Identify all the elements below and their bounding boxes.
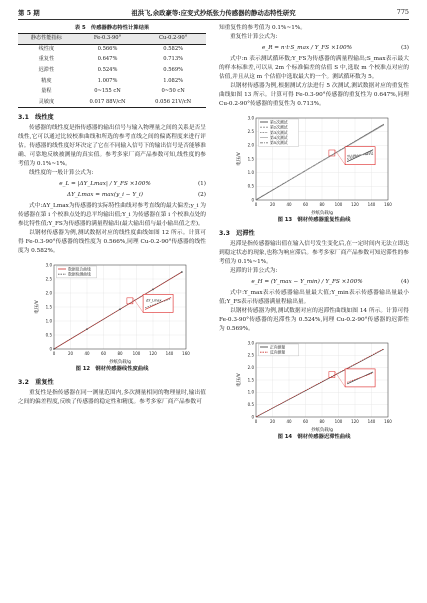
- x-tick-label: 100: [334, 202, 343, 207]
- y-tick-label: 1.0: [45, 318, 52, 324]
- legend-label: 第2次测试: [270, 124, 288, 130]
- figure-caption: 图 13 钢材传感器重复性曲线: [277, 217, 351, 223]
- zoom-connector: [335, 372, 345, 387]
- table-row: [18, 44, 206, 55]
- x-tick-label: 0: [52, 351, 56, 357]
- table-row: [18, 76, 206, 87]
- y-tick-label: 2.5: [45, 276, 52, 282]
- zoom-connector: [133, 298, 143, 313]
- x-tick-label: 60: [302, 419, 309, 424]
- hysteresis-chart: [234, 337, 394, 433]
- x-tick-label: 20: [67, 351, 74, 357]
- x-tick-label: 140: [367, 202, 376, 207]
- y-tick-label: 1.5: [45, 304, 52, 310]
- y-tick-label: 0.5: [247, 183, 254, 189]
- x-tick-label: 40: [286, 202, 292, 207]
- section-heading: 3.2 重复性: [18, 379, 54, 387]
- equation-number: (3): [400, 45, 409, 51]
- table-header: 静态性能指标: [30, 35, 62, 42]
- paragraph: 知重复性的参考值为 0.1%~1%。: [219, 25, 306, 31]
- x-tick-label: 60: [302, 202, 309, 207]
- table-header: Fe-0.3-90°: [93, 35, 122, 42]
- legend-label: 反向测量: [270, 349, 286, 355]
- y-tick-label: 0.5: [247, 402, 254, 408]
- table-cell: 1.082%: [163, 77, 184, 84]
- x-tick-label: 40: [84, 351, 90, 357]
- x-tick-label: 140: [367, 419, 376, 424]
- y-tick-label: 2.0: [247, 142, 254, 148]
- x-tick-label: 80: [117, 351, 123, 357]
- y-tick-label: 1.5: [247, 377, 254, 383]
- x-axis-label: 抄纸负载/g: [109, 360, 131, 366]
- y-tick-label: 2.0: [247, 365, 254, 371]
- legend-label: 第4次测试: [270, 135, 288, 140]
- table-cell: 0~155 cN: [94, 88, 121, 95]
- equation-number: (1): [197, 181, 206, 188]
- y-axis-label: 电压/V: [35, 300, 40, 314]
- table-cell: 灵敏度: [38, 98, 55, 105]
- left-column: [18, 24, 206, 407]
- x-tick-label: 0: [254, 419, 258, 424]
- y-tick-label: 3.0: [45, 262, 52, 268]
- paragraph: 以钢材传感器为例,根据测试方法进行 5 次测试,测试数据对应的重复性曲线如图 13 所示。计算可得 Fe-0.3-90°传感器的重复性为 0.647%,同理 Cu-0.2-90°传感器的重复性为 0.713%。: [219, 83, 409, 107]
- issue-number: 第 5 期: [18, 9, 40, 17]
- paragraph: 式中:n 表示测试循环数;Y_FS为传感器的满量程输出;S_max表示最大的样本标准差,可以从 2m 个标准偏差的估值 S 中,选取 m 个校准点对应的估值,并且从这 m 个估值中选取最大的一个。测试循环数为 5。: [219, 56, 409, 80]
- y-tick-label: 0: [251, 197, 254, 203]
- legend-label: 第5次测试: [270, 140, 288, 146]
- right-column: [219, 24, 409, 441]
- paragraph: 迟滞的计算公式为:: [230, 268, 278, 274]
- figure-caption: 图 14 钢材传感器迟滞性曲线: [277, 434, 351, 440]
- legend-label: 正向测量: [270, 344, 286, 350]
- table5-caption: 表 5 传感器静态特性计算结果: [74, 25, 150, 31]
- x-tick-label: 120: [351, 202, 359, 207]
- paragraph: 迟滞是指传感器输出值在输入信号发生变化后,在一定时间内无法立即达到稳定状态的现象,也称为响应滞后。参考多家厂商产品参数可知迟滞性的参考值为 0.1%~1%。: [219, 241, 409, 265]
- equation: [219, 278, 409, 287]
- delta-annotation: ΔY_Lmax: [146, 298, 162, 303]
- x-tick-label: 0: [254, 202, 258, 207]
- y-tick-label: 1.0: [247, 389, 254, 395]
- y-tick-label: 3.0: [247, 340, 254, 346]
- table-cell: 0.713%: [163, 56, 184, 63]
- table-header: Cu-0.2-90°: [159, 35, 188, 42]
- y-tick-label: 2.5: [247, 129, 254, 135]
- x-tick-label: 140: [165, 351, 174, 357]
- y-axis-label: 电压/V: [237, 152, 242, 166]
- paragraph: 传感器的线性度是指传感器的输出信号与输入物理量之间的关系是否呈线性,它可以通过比较校准曲线和所选的参考直线之间的偏离程度来进行评估。传感器的线性度好坏决定了它在不同输入信号下的输出信号是否能够准确、可靠地反映被测量的真实值。参考多家厂商产品参数可知,线性度的参考值为 0.1%~1%。: [18, 125, 206, 168]
- data-point: [86, 328, 88, 330]
- x-tick-label: 20: [269, 419, 276, 424]
- x-axis-label: 抄纸负载/g: [311, 428, 333, 433]
- x-tick-label: 160: [182, 351, 190, 357]
- table-cell: 0.582%: [163, 46, 184, 53]
- table-row: [18, 55, 206, 66]
- table-cell: 重复性: [38, 56, 55, 63]
- y-tick-label: 0: [251, 414, 254, 420]
- y-tick-label: 1.5: [247, 156, 254, 162]
- data-point: [181, 271, 183, 273]
- x-tick-label: 100: [132, 351, 141, 357]
- equation-body: ΔY_Lmax = max(y_i − Y_i): [67, 192, 143, 199]
- x-axis-label: 抄纸负载/g: [311, 211, 333, 216]
- table-row: [18, 86, 206, 97]
- y-tick-label: 0.5: [45, 332, 52, 338]
- x-tick-label: 100: [334, 419, 343, 424]
- equation: [219, 44, 409, 53]
- running-title: 祖洪飞,余政豪等:应变式抄纸张力传感器的静动态特性研究: [131, 9, 296, 17]
- table-cell: 线性度: [38, 46, 55, 53]
- equation: [18, 180, 206, 189]
- y-axis-label: 电压/V: [237, 373, 242, 387]
- paragraph: 以钢材传感器为例,测试数据对应的迟滞性曲线如图 14 所示。计算可得 Fe-0.3-90°传感器的迟滞性为 0.524%,同理 Cu-0.2-90°传感器的迟滞性为 0.569%。: [219, 308, 409, 332]
- x-tick-label: 160: [384, 419, 392, 424]
- y-tick-label: 3.0: [247, 115, 254, 121]
- x-tick-label: 120: [149, 351, 157, 357]
- legend-label: 第1次测试: [270, 119, 288, 125]
- paragraph: 重复性是指传感器在同一测量范围内,多次测量相同的物理量时,输出值之间的偏差程度,反映了传感器的稳定性和精度。参考多家厂商产品参数可: [18, 390, 206, 406]
- table-row: [18, 65, 206, 76]
- x-tick-label: 120: [351, 419, 359, 424]
- figure-caption: 图 12 钢材传感器线性度曲线: [75, 366, 149, 373]
- table-cell: 0.566%: [97, 46, 118, 53]
- table-cell: 0.569%: [163, 67, 184, 74]
- x-tick-label: 160: [384, 202, 392, 207]
- data-point: [53, 348, 55, 350]
- static-characteristics-table: [18, 33, 206, 108]
- table-row: [18, 97, 206, 108]
- header-rule: [18, 19, 409, 20]
- page-number: 775: [396, 8, 409, 16]
- x-tick-label: 60: [100, 351, 107, 357]
- section-heading: 3.3 迟滞性: [219, 230, 255, 237]
- x-tick-label: 20: [269, 202, 276, 207]
- equation-body: e_R = n·t·S_max / Y_FS ×100%: [262, 45, 352, 51]
- equation-number: (2): [197, 192, 206, 199]
- table-cell: 0.056 21V/cN: [155, 98, 192, 105]
- table-cell: 0~50 cN: [161, 88, 185, 95]
- data-point: [119, 308, 121, 310]
- table-cell: 0.017 88V/cN: [89, 98, 126, 105]
- paragraph: 以钢材传感器为例,测试数据对应的线性度曲线如图 12 所示。计算可得 Fe-0.3-90°传感器的线性度为 0.566%,同理 Cu-0.2-90°传感器的线性度为 0.582%。: [18, 230, 206, 255]
- table-cell: 迟滞性: [38, 67, 55, 74]
- legend-label: 数据检测曲线: [68, 271, 91, 277]
- equation: [18, 191, 206, 200]
- y-tick-label: 2.5: [247, 352, 254, 358]
- x-tick-label: 80: [319, 202, 325, 207]
- paragraph: 式中:Y_max表示传感器输出量最大值;Y_min表示传感器输出量最小值;Y_FS表示传感器满量程输出量。: [219, 290, 409, 305]
- x-tick-label: 80: [319, 419, 325, 424]
- linearity-chart: [32, 259, 192, 365]
- x-tick-label: 40: [286, 419, 292, 424]
- table-cell: 0.647%: [97, 56, 118, 63]
- table-cell: 1.007%: [97, 77, 118, 84]
- legend-label: 数据拟合曲线: [68, 266, 91, 272]
- table-cell: 0.524%: [97, 67, 118, 74]
- equation-number: (4): [400, 279, 409, 285]
- equation-body: e_H = (Y_max − Y_min) / Y_FS ×100%: [251, 279, 363, 285]
- equation-body: e_L = |ΔY_Lmax| / Y_FS ×100%: [59, 181, 151, 188]
- repeatability-chart: [234, 112, 394, 216]
- table-cell: 精度: [41, 77, 52, 84]
- paragraph: 重复性计算公式为:: [230, 34, 278, 40]
- y-tick-label: 0: [49, 346, 52, 352]
- section-heading: 3.1 线性度: [18, 114, 54, 122]
- legend-label: 第3次测试: [270, 129, 288, 135]
- table-cell: 量程: [41, 88, 52, 95]
- zoom-connector: [335, 150, 345, 165]
- y-tick-label: 1.0: [247, 170, 254, 176]
- paragraph: 线性度的一般计算公式为:: [29, 170, 94, 177]
- paragraph: 式中:ΔY_Lmax为传感器的实际特性曲线对参考直线的最大偏差;y_i 为传感器在第 i 个校准点处的总平均输出值;Y_i 为传感器在第 i 个校准点处的参比特性值;Y_FS为传感器的满量程输出(最大输出值与最小输出值之差)。: [18, 203, 206, 228]
- y-tick-label: 2.0: [45, 290, 52, 296]
- data-point: [152, 289, 154, 291]
